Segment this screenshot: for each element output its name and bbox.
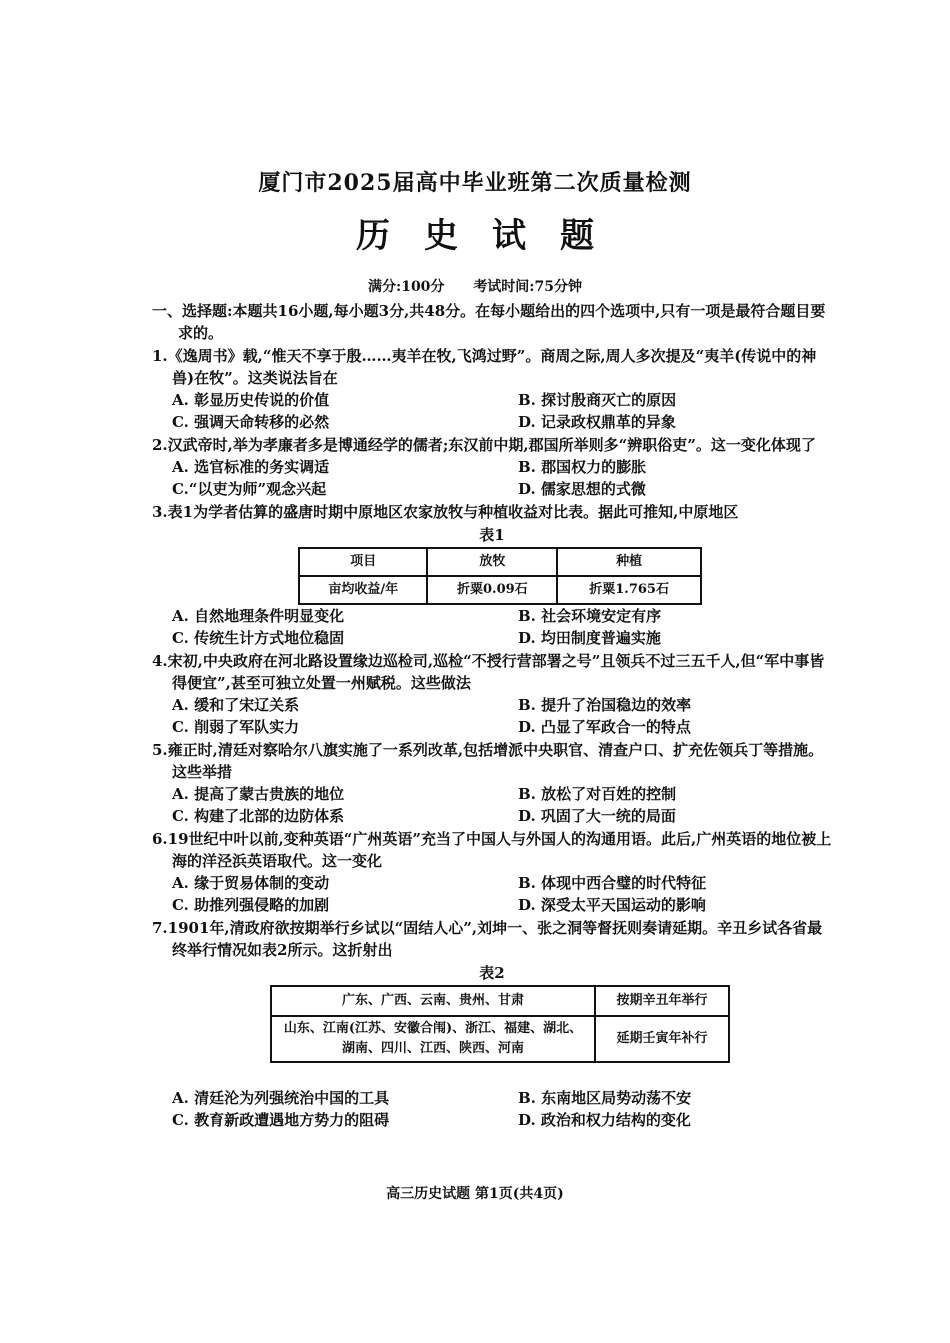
table-2: [270, 985, 730, 1063]
section-heading: 一、选择题:本题共16小题,每小题3分,共48分。在每小题给出的四个选项中,只有一项是最符合题目要求的。: [152, 302, 826, 342]
question-stem: 3.表1为学者估算的盛唐时期中原地区农家放牧与种植收益对比表。据此可推知,中原地区: [152, 503, 739, 521]
option-b: B. 探讨殷商灭亡的原因: [518, 391, 677, 409]
exam-meta: [0, 276, 950, 296]
question-stem: 6.19世纪中叶以前,变种英语“广州英语”充当了中国人与外国人的沟通用语。此后,广州英语的地位被上海的洋泾浜英语取代。这一变化: [152, 830, 832, 870]
question-stem: 5.雍正时,清廷对察哈尔八旗实施了一系列改革,包括增派中央职官、清查户口、扩充佐领兵丁等措施。这些举措: [152, 741, 824, 781]
table-cell: 山东、江南(江苏、安徽合闱)、浙江、福建、湖北、湖南、四川、江西、陕西、河南: [271, 1016, 595, 1062]
option-c: C. 强调天命转移的必然: [172, 413, 330, 431]
question-7: [152, 917, 832, 961]
question-3-options: [152, 605, 832, 649]
table-header-cell: 项目: [299, 548, 427, 576]
option-b: B. 提升了治国稳边的效率: [518, 696, 692, 714]
table-header-cell: 种植: [557, 548, 701, 576]
exam-title: 厦门市2025届高中毕业班第二次质量检测: [258, 170, 692, 196]
option-d: D. 凸显了军政合一的特点: [518, 718, 691, 736]
question-5: [152, 739, 832, 783]
option-a: A. 清廷沦为列强统治中国的工具: [172, 1089, 390, 1107]
option-b: B. 放松了对百姓的控制: [518, 785, 677, 803]
option-d: D. 巩固了大一统的局面: [518, 807, 676, 825]
option-b: B. 东南地区局势动荡不安: [518, 1089, 692, 1107]
option-d: D. 儒家思想的式微: [518, 480, 646, 498]
option-c: C. 传统生计方式地位稳固: [172, 629, 345, 647]
question-4: [152, 650, 832, 694]
table-row: [271, 1016, 729, 1062]
table-cell: 延期壬寅年补行: [595, 1016, 729, 1062]
page-footer: 高三历史试题 第1页(共4页): [386, 1186, 564, 1202]
question-7-options: [152, 1087, 832, 1131]
full-score: 满分:100分: [368, 279, 445, 295]
option-c: C. 教育新政遭遇地方势力的阻碍: [172, 1111, 390, 1129]
table-row: [299, 576, 701, 604]
option-c: C. 构建了北部的边防体系: [172, 807, 345, 825]
table-cell: 按期辛丑年举行: [595, 986, 729, 1016]
option-a: A. 选官标准的务实调适: [172, 458, 330, 476]
table-cell: 亩均收益/年: [299, 576, 427, 604]
option-d: D. 政治和权力结构的变化: [518, 1111, 691, 1129]
table-row: [271, 986, 729, 1016]
table-1-caption: 表1: [479, 526, 505, 544]
table-2-caption: 表2: [479, 964, 505, 982]
option-c: C. 助推列强侵略的加剧: [172, 896, 330, 914]
option-b: B. 体现中西合璧的时代特征: [518, 874, 707, 892]
question-1: [152, 345, 832, 389]
subject-title: 历史试题: [356, 216, 628, 256]
option-d: D. 深受太平天国运动的影响: [518, 896, 706, 914]
question-stem: 1.《逸周书》载,“惟天不享于殷……夷羊在牧,飞鸿过野”。商周之际,周人多次提及“夷羊(传说中的神兽)在牧”。这类说法旨在: [152, 347, 817, 387]
question-stem: 4.宋初,中央政府在河北路设置缘边巡检司,巡检“不授行营部署之号”且领兵不过三五千人,但“军中事皆得便宜”,甚至可独立处置一州赋税。这些做法: [152, 652, 825, 692]
option-a: A. 提高了蒙古贵族的地位: [172, 785, 345, 803]
table-cell: 折粟1.765石: [557, 576, 701, 604]
option-b: B. 社会环境安定有序: [518, 607, 662, 625]
option-c: C. 削弱了军队实力: [172, 718, 300, 736]
question-1-options: [152, 389, 832, 433]
option-a: A. 彰显历史传说的价值: [172, 391, 330, 409]
question-6: [152, 828, 832, 872]
exam-content: [152, 300, 832, 1131]
table-cell: 折粟0.09石: [427, 576, 557, 604]
option-a: A. 自然地理条件明显变化: [172, 607, 345, 625]
option-c: C.“以吏为师”观念兴起: [172, 480, 327, 498]
question-2-options: [152, 456, 832, 500]
option-d: D. 记录政权鼎革的异象: [518, 413, 676, 431]
question-6-options: [152, 872, 832, 916]
table-1: [298, 547, 702, 605]
option-b: B. 郡国权力的膨胀: [518, 458, 647, 476]
option-d: D. 均田制度普遍实施: [518, 629, 661, 647]
table-row: [299, 548, 701, 576]
option-a: A. 缓和了宋辽关系: [172, 696, 300, 714]
option-a: A. 缘于贸易体制的变动: [172, 874, 330, 892]
table-cell: 广东、广西、云南、贵州、甘肃: [271, 986, 595, 1016]
exam-time: 考试时间:75分钟: [473, 279, 582, 295]
table-header-cell: 放牧: [427, 548, 557, 576]
question-4-options: [152, 694, 832, 738]
question-stem: 2.汉武帝时,举为孝廉者多是博通经学的儒者;东汉前中期,郡国所举则多“辨职俗吏”。这一变化体现了: [152, 436, 816, 454]
question-2: [152, 434, 832, 456]
question-5-options: [152, 783, 832, 827]
question-3: [152, 501, 832, 523]
question-stem: 7.1901年,清政府欲按期举行乡试以“固结人心”,刘坤一、张之洞等督抚则奏请延期。辛丑乡试各省最终举行情况如表2所示。这折射出: [152, 919, 823, 959]
